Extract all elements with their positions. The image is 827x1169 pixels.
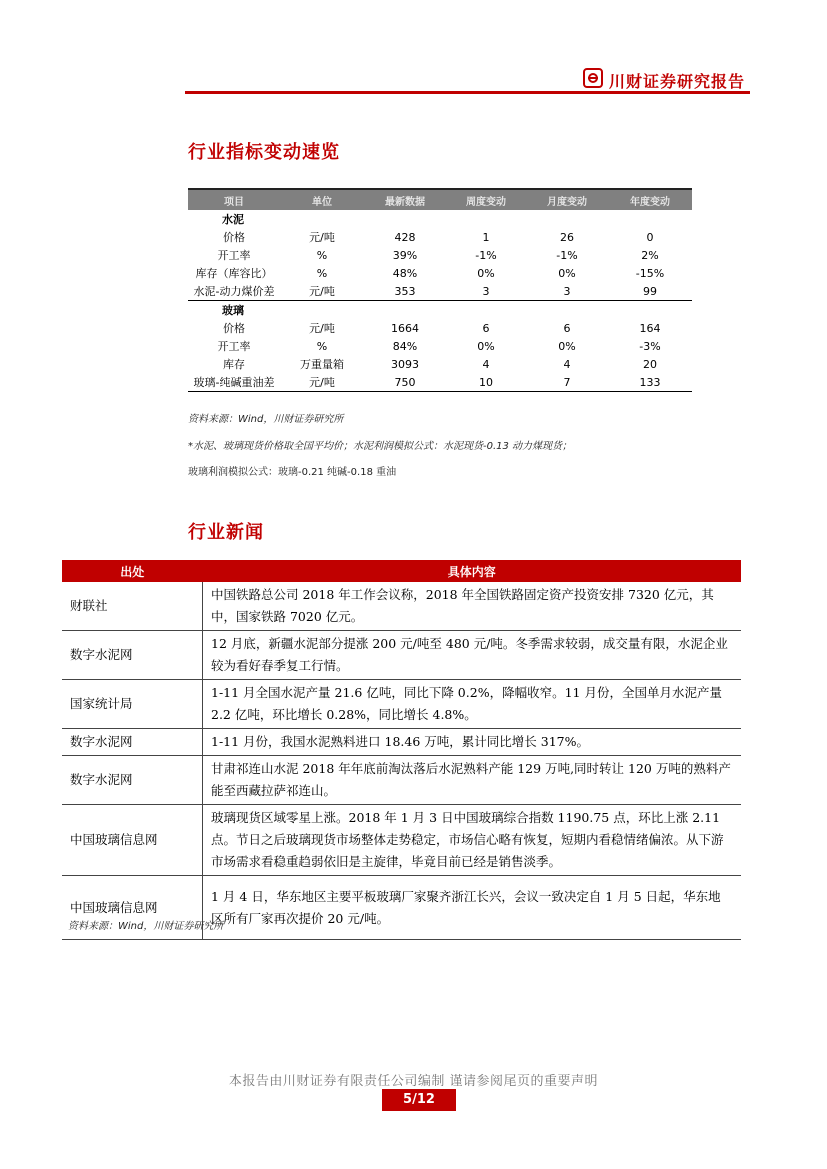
cell: 水泥-动力煤价差 [193, 285, 275, 298]
table-row [188, 355, 692, 373]
cell: 3 [563, 284, 571, 298]
cell: 价格 [223, 322, 245, 335]
cell: 99 [643, 284, 657, 298]
report-header-title: 川财证券研究报告 [609, 72, 746, 91]
company-logo-icon [583, 68, 603, 88]
cell: 6 [482, 321, 490, 335]
news-content: 中国铁路总公司 2018 年工作会议称，2018 年全国铁路固定资产投资安排 7320 亿元，其中，国家铁路 7020 亿元。 [203, 582, 742, 631]
page-number: 5/12 [382, 1089, 456, 1111]
news-header-row [62, 560, 741, 582]
col-header: 项目 [188, 189, 280, 210]
col-header: 最新数据 [364, 189, 446, 210]
cell: 4 [482, 357, 490, 371]
news-table [62, 560, 741, 940]
cell: 库存 [223, 358, 245, 371]
col-header: 出处 [62, 560, 203, 582]
indicator-table [188, 188, 692, 392]
news-source: 数字水泥网 [62, 631, 203, 680]
cell: 2% [641, 248, 659, 262]
news-source-note: 资料来源：Wind，川财证券研究所 [68, 921, 224, 932]
table-row [188, 264, 692, 282]
cell: % [316, 339, 328, 353]
cell: 750 [364, 373, 446, 392]
news-content: 甘肃祁连山水泥 2018 年年底前淘汰落后水泥熟料产能 129 万吨,同时转让 120 万吨的熟料产能至西藏拉萨祁连山。 [203, 756, 742, 805]
group-row [188, 301, 692, 320]
cell: 开工率 [217, 340, 251, 353]
col-header: 年度变动 [608, 189, 692, 210]
cell: 84% [392, 339, 418, 353]
indicator-footnote-1: *水泥、玻璃现货价格取全国平均价；水泥利润模拟公式：水泥现货-0.13 动力煤现货； [188, 441, 573, 452]
table-row [188, 337, 692, 355]
cell: 3 [482, 284, 490, 298]
news-row [62, 729, 741, 756]
group-label: 玻璃 [188, 301, 692, 320]
cell: 元/吨 [309, 285, 335, 298]
cell: % [316, 266, 328, 280]
cell: 10 [446, 373, 526, 392]
table-row [188, 228, 692, 246]
cell: 20 [643, 357, 657, 371]
news-row [62, 631, 741, 680]
cell: -3% [639, 339, 661, 353]
cell: 7 [526, 373, 608, 392]
footer-disclaimer: 本报告由川财证券有限责任公司编制 谨请参阅尾页的重要声明 [228, 1074, 599, 1089]
cell: 玻璃-纯碱重油差 [188, 373, 280, 392]
cell: 元/吨 [309, 231, 335, 244]
cell: 0% [558, 339, 576, 353]
header-divider [185, 91, 750, 94]
cell: 133 [608, 373, 692, 392]
cell: 428 [394, 230, 416, 244]
news-source: 国家统计局 [62, 680, 203, 729]
col-header: 月度变动 [526, 189, 608, 210]
news-content: 玻璃现货区域零星上涨。2018 年 1 月 3 日中国玻璃综合指数 1190.75 点，环比上涨 2.11 点。节日之后玻璃现货市场整体走势稳定，市场信心略有恢复，短期内看稳情绪偏浓。从下游市场需求看稳重趋弱依旧是主旋律，毕竟目前已经是销售淡季。 [203, 805, 742, 876]
news-source: 数字水泥网 [62, 756, 203, 805]
cell: 0% [477, 266, 495, 280]
cell: 39% [392, 248, 418, 262]
col-header: 周度变动 [446, 189, 526, 210]
news-source: 中国玻璃信息网 [62, 876, 203, 940]
cell: -15% [635, 266, 665, 280]
news-content: 1-11 月份，我国水泥熟料进口 18.46 万吨，累计同比增长 317%。 [203, 729, 742, 756]
news-source: 财联社 [62, 582, 203, 631]
cell: 元/吨 [280, 373, 364, 392]
cell: 开工率 [217, 249, 251, 262]
cell: -1% [475, 248, 497, 262]
indicator-source-note: 资料来源：Wind，川财证券研究所 [188, 414, 344, 425]
cell: 0% [558, 266, 576, 280]
group-label: 水泥 [222, 213, 244, 226]
cell: 353 [394, 284, 416, 298]
cell: 价格 [223, 231, 245, 244]
news-source: 中国玻璃信息网 [62, 805, 203, 876]
table-row [188, 282, 692, 301]
cell: % [316, 248, 328, 262]
cell: 3093 [391, 357, 419, 371]
col-header: 具体内容 [203, 560, 742, 582]
cell: 库存（库容比） [195, 267, 273, 280]
table-row [188, 319, 692, 337]
cell: 0% [477, 339, 495, 353]
news-content: 1 月 4 日，华东地区主要平板玻璃厂家聚齐浙江长兴，会议一致决定自 1 月 5 日起，华东地区所有厂家再次提价 20 元/吨。 [203, 876, 742, 940]
cell: 48% [392, 266, 418, 280]
cell: 1664 [391, 321, 419, 335]
cell: 元/吨 [309, 322, 335, 335]
indicator-footnote-2: 玻璃利润模拟公式：玻璃-0.21 纯碱-0.18 重油 [188, 467, 397, 478]
cell: 6 [563, 321, 571, 335]
news-content: 12 月底，新疆水泥部分提涨 200 元/吨至 480 元/吨。冬季需求较弱，成交量有限，水泥企业较为看好春季复工行情。 [203, 631, 742, 680]
col-header: 单位 [280, 189, 364, 210]
news-source: 数字水泥网 [62, 729, 203, 756]
indicators-section-title: 行业指标变动速览 [188, 142, 340, 163]
news-row [62, 680, 741, 729]
indicator-header-row [188, 189, 692, 210]
table-row [188, 373, 692, 392]
news-section-title: 行业新闻 [188, 522, 264, 543]
cell: 0 [646, 230, 654, 244]
table-row [188, 246, 692, 264]
news-row [62, 756, 741, 805]
cell: 164 [639, 321, 661, 335]
group-row [188, 210, 692, 228]
news-row [62, 582, 741, 631]
cell: -1% [556, 248, 578, 262]
cell: 万重量箱 [300, 358, 344, 371]
news-content: 1-11 月全国水泥产量 21.6 亿吨，同比下降 0.2%，降幅收窄。11 月份，全国单月水泥产量 2.2 亿吨，环比增长 0.28%，同比增长 4.8%。 [203, 680, 742, 729]
cell: 4 [563, 357, 571, 371]
cell: 1 [482, 230, 490, 244]
cell: 26 [560, 230, 574, 244]
news-row [62, 805, 741, 876]
